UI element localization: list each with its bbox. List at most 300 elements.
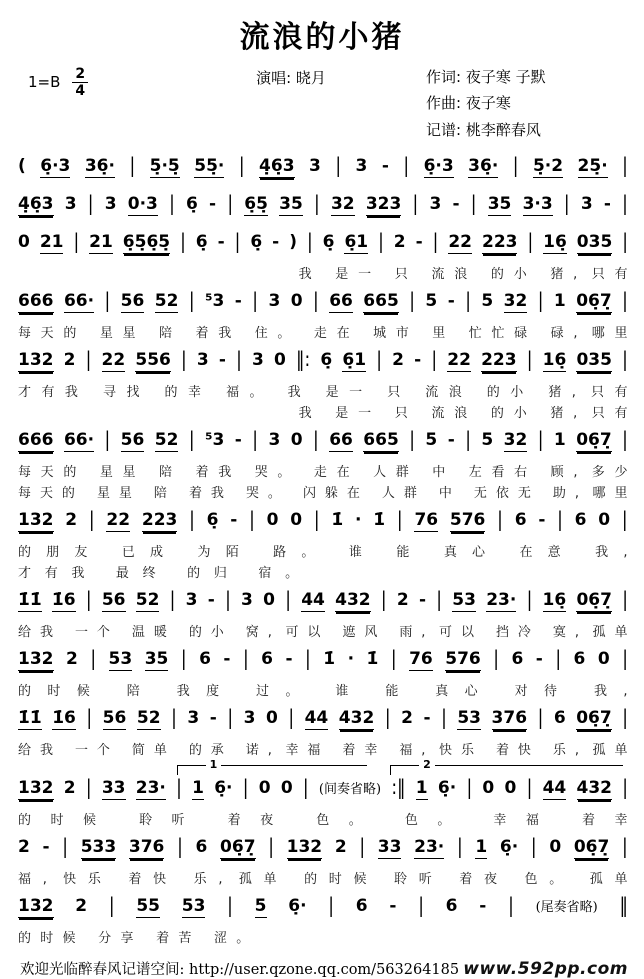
note-group: 6̣ — [186, 193, 198, 214]
lyric-row: 才有我 寻找 的幸 福。 我 是一 只 流浪 的小 猪, 只有 — [18, 384, 628, 400]
transcriber-credit: 记谱: 桃李醉春风 — [426, 120, 541, 139]
score-body — [14, 149, 630, 948]
note-group: 2 — [65, 509, 78, 530]
lyric-row: 我 是一 只 流浪 的小 猪, 只有 — [298, 266, 628, 282]
barline: | — [622, 347, 628, 372]
note-group: 6 — [511, 648, 524, 669]
note-group: 6 — [573, 648, 586, 669]
score-line-13 — [18, 891, 628, 948]
note-group: 1̇ — [373, 509, 386, 530]
lyricist-credit: 作词: 夜子寒 子默 — [426, 68, 546, 86]
composer-credit: 作曲: 夜子寒 — [426, 94, 511, 113]
note-group: 0 — [18, 231, 30, 252]
note-group: - — [538, 509, 546, 530]
music-notation-row — [18, 227, 628, 263]
note-group: 36̣· — [85, 157, 115, 179]
barline: | — [622, 288, 628, 313]
note-group: - — [447, 290, 455, 311]
barline: | — [227, 705, 234, 730]
time-signature — [72, 67, 88, 98]
barline: | — [537, 427, 544, 452]
note-group: 06̣7̣ — [576, 431, 612, 453]
music-notation-row — [18, 891, 628, 927]
score-line-4 — [18, 286, 628, 343]
note-group: 1 — [475, 838, 487, 860]
time-signature-numerator: 2 — [72, 67, 88, 83]
barline: | — [409, 288, 415, 313]
note-group: 76 — [409, 650, 433, 672]
note-group: 44 — [305, 709, 329, 731]
lyric-row-verse-2: 才有我 最终 的归 宿。 — [18, 565, 299, 581]
note-group: 44 — [543, 779, 567, 801]
barline: ‖: — [296, 347, 311, 372]
key-signature: 1=B — [28, 73, 61, 91]
barline: | — [441, 705, 447, 730]
note-group: 5 — [425, 290, 438, 311]
note-group: 6 — [514, 509, 527, 530]
barline: | — [622, 646, 628, 671]
note-group: 66· — [64, 431, 94, 453]
barline: | — [465, 427, 471, 452]
note-group: 32 — [504, 292, 528, 314]
note-group: 6̣ — [320, 349, 333, 370]
note-group: 3 — [355, 155, 368, 176]
note-group: - — [603, 193, 611, 214]
barline: | — [62, 834, 69, 859]
score-line-7 — [18, 505, 628, 583]
barline: | — [376, 347, 382, 372]
time-signature-denominator: 4 — [75, 83, 86, 99]
note-group: 32 — [331, 195, 355, 217]
barline: | — [622, 427, 628, 452]
barline: | — [313, 288, 319, 313]
note-group: 0 — [290, 290, 303, 311]
barline: | — [313, 427, 319, 452]
note-group: 666 — [18, 431, 54, 453]
note-group: 132 — [18, 650, 54, 672]
score-line-9 — [18, 644, 628, 701]
note-group: 23· — [486, 591, 516, 613]
note-group: 35 — [145, 650, 169, 672]
barline: | — [88, 507, 95, 532]
barline: | — [622, 191, 628, 216]
note-group: - — [415, 231, 423, 252]
note-group: 06̣7̣ — [576, 591, 612, 613]
note-group: ( — [18, 155, 26, 176]
music-notation-row — [18, 425, 628, 461]
barline: | — [180, 229, 186, 254]
note-group: 6̣ — [206, 509, 219, 530]
barline: | — [238, 153, 245, 178]
note-group: 4̣6̣3 — [18, 195, 54, 217]
note-group: 6 — [445, 895, 458, 916]
barline: | — [227, 893, 233, 918]
note-group: ⁵3 — [205, 429, 225, 450]
footer-site-link: www.592pp.com — [463, 958, 628, 979]
note-group: 23· — [414, 838, 444, 860]
note-group: 5 — [481, 290, 494, 311]
barline: | — [108, 893, 115, 918]
note-group: 6̣· — [437, 777, 457, 798]
barline: | — [466, 775, 473, 800]
note-group: 6 — [195, 836, 208, 857]
barline: | — [177, 834, 183, 859]
music-notation-row — [18, 151, 628, 187]
note-group: 2 — [75, 895, 88, 916]
note-group: 0 — [280, 777, 293, 798]
barline: | — [129, 153, 136, 178]
barline: | — [180, 646, 187, 671]
note-group: 06̣7̣ — [576, 292, 612, 314]
note-group: - — [418, 589, 427, 610]
barline: | — [285, 587, 291, 612]
note-group: 6̣1 — [344, 233, 368, 255]
note-group: 3 — [187, 707, 200, 728]
note-group: 1̇ — [331, 509, 344, 530]
note-group: 6 — [355, 895, 368, 916]
barline: | — [328, 893, 335, 918]
barline: | — [497, 507, 503, 532]
barline: | — [526, 347, 533, 372]
note-group: 0 — [598, 509, 611, 530]
barline: | — [431, 347, 438, 372]
note-group: 6̣1 — [342, 351, 366, 373]
note-group: 33 — [378, 838, 402, 860]
note-group: 2 — [401, 707, 413, 728]
lyric-row: 给我 一个 简单 的承 诺, 幸福 着幸 福, 快乐 着快 乐, 孤单 — [18, 742, 628, 758]
note-group: 665 — [363, 292, 399, 314]
barline: | — [390, 646, 397, 671]
music-notation-row — [18, 505, 628, 541]
barline: | — [456, 834, 463, 859]
barline: | — [436, 587, 443, 612]
music-notation-row — [18, 644, 628, 680]
note-group: 223 — [482, 233, 518, 255]
barline: | — [530, 834, 537, 859]
note-group: 22 — [106, 511, 130, 533]
note-group: 2 — [63, 777, 76, 798]
barline: :‖ — [391, 775, 406, 800]
note-group: 0 — [266, 509, 279, 530]
annotation-text: (间奏省略) — [318, 781, 382, 797]
note-group: 76 — [414, 511, 438, 533]
lyric-row: 给我 一个 温暖 的小 窝, 可以 遮风 雨, 可以 挡冷 寞, 孤单 — [18, 624, 628, 640]
note-group: 0 — [274, 349, 286, 370]
note-group: 6 — [199, 648, 211, 669]
note-group: 6̣5̣6̣5̣ — [123, 233, 170, 255]
barline: | — [622, 229, 628, 254]
note-group: 36̣· — [468, 157, 498, 179]
note-group: 55̣· — [194, 157, 224, 179]
barline: | — [537, 705, 544, 730]
note-group: 0 — [549, 836, 562, 857]
barline: | — [85, 775, 92, 800]
note-group: 23· — [136, 779, 166, 801]
note-group: - — [452, 193, 460, 214]
singer-credit: 演唱: 晓月 — [256, 69, 326, 87]
note-group: 132 — [18, 897, 54, 919]
note-group: - — [535, 648, 543, 669]
note-group: - — [217, 231, 225, 252]
barline: | — [418, 893, 424, 918]
note-group: 376 — [129, 838, 165, 860]
volta-label-2: 2 — [419, 758, 435, 771]
page-footer — [14, 950, 630, 979]
barline: | — [85, 347, 92, 372]
barline: | — [236, 347, 242, 372]
barline: | — [465, 288, 471, 313]
note-group: · — [347, 648, 355, 669]
music-notation-row — [18, 585, 628, 621]
barline: | — [621, 507, 628, 532]
barline: | — [313, 507, 320, 532]
note-group: 0 — [265, 707, 278, 728]
note-group: 223 — [142, 511, 178, 533]
note-group: 0 — [290, 429, 303, 450]
note-group: 6 — [553, 707, 566, 728]
note-group: 5̣·2 — [533, 157, 563, 179]
note-group: 2 — [334, 836, 347, 857]
barline: | — [493, 646, 499, 671]
score-line-2 — [18, 189, 628, 225]
note-group: 6̣· — [288, 895, 307, 916]
note-group: 44 — [301, 591, 325, 613]
note-group: - — [389, 895, 397, 916]
barline: | — [234, 229, 241, 254]
score-line-3 — [18, 227, 628, 284]
note-group: 5 — [425, 429, 438, 450]
barline: | — [104, 427, 111, 452]
barline: | — [526, 775, 533, 800]
note-group: 16̣ — [543, 351, 567, 373]
note-group: - — [272, 231, 280, 252]
barline: | — [359, 834, 366, 859]
note-group: 3·3 — [523, 195, 553, 217]
note-group: 3 — [185, 589, 198, 610]
note-group: 3 — [196, 349, 209, 370]
score-line-8 — [18, 585, 628, 642]
note-group: 21 — [89, 233, 113, 255]
note-group: 1̇1̇ — [18, 591, 42, 613]
note-group: 323 — [366, 195, 402, 217]
note-group: - — [447, 429, 455, 450]
note-group: 2 — [63, 349, 76, 370]
note-group: 22 — [447, 351, 471, 373]
barline: | — [512, 153, 519, 178]
barline: | — [85, 587, 92, 612]
note-group: - — [234, 429, 242, 450]
note-group: 66 — [329, 292, 353, 314]
barline: | — [104, 288, 111, 313]
lyric-row: 的时候 分享 着苦 涩。 — [18, 930, 250, 946]
note-group: 52 — [136, 591, 160, 613]
note-group: 53 — [452, 591, 476, 613]
note-group: 132 — [18, 351, 54, 373]
note-group: 132 — [287, 838, 323, 860]
score-line-1 — [18, 151, 628, 187]
barline: | — [188, 427, 195, 452]
note-group: 6̣ — [250, 231, 263, 252]
note-group: 1 — [192, 779, 204, 801]
barline: | — [169, 191, 175, 216]
footer-note: 欢迎光临醉春风记谱空间: http://user.qzone.qq.com/563264185 — [20, 961, 460, 978]
song-title: 流浪的小猪 — [239, 20, 405, 55]
barline: | — [622, 834, 628, 859]
barline: | — [90, 646, 97, 671]
note-group: 1 — [416, 779, 428, 801]
note-group: - — [223, 648, 231, 669]
music-notation-row — [18, 773, 628, 809]
note-group: 6 — [574, 509, 587, 530]
score-line-12 — [18, 832, 628, 889]
barline: | — [227, 191, 234, 216]
note-group: - — [209, 193, 217, 214]
note-group: 5̣·5̣ — [150, 157, 180, 179]
barline: | — [335, 153, 342, 178]
note-group: 3 — [268, 429, 281, 450]
note-group: 533 — [81, 838, 117, 860]
note-group: 223 — [481, 351, 517, 373]
note-group: 0 — [597, 648, 610, 669]
note-group: 53 — [182, 897, 206, 919]
volta-label-1: 1 — [206, 758, 222, 771]
barline: | — [252, 288, 259, 313]
barline: | — [73, 229, 80, 254]
note-group: 22 — [448, 233, 472, 255]
note-group: - — [209, 707, 217, 728]
barline: | — [288, 705, 295, 730]
note-group: 22 — [102, 351, 126, 373]
barline: | — [86, 705, 93, 730]
barline: | — [622, 153, 628, 178]
note-group: 0 — [504, 777, 517, 798]
barline: | — [526, 587, 533, 612]
note-group: 576 — [450, 511, 486, 533]
barline: | — [305, 646, 311, 671]
barline: | — [403, 153, 410, 178]
note-group: 0 — [482, 777, 495, 798]
music-notation-row — [18, 703, 628, 739]
score-line-5 — [18, 345, 628, 423]
note-group: 6̣·3 — [40, 157, 70, 179]
note-group: 56 — [121, 431, 145, 453]
note-group: 55 — [136, 897, 160, 919]
note-group: 35 — [279, 195, 303, 217]
note-group: - — [414, 349, 422, 370]
note-group: 6̣ — [322, 231, 335, 252]
note-group: 53 — [109, 650, 133, 672]
barline: | — [508, 893, 514, 918]
note-group: 6 — [261, 648, 273, 669]
note-group: 1̇6 — [52, 709, 76, 731]
note-group: 2 — [393, 231, 406, 252]
note-group: 1̇ — [366, 648, 379, 669]
note-group: ⁵3 — [205, 290, 225, 311]
barline: | — [176, 775, 182, 800]
note-group: 32 — [504, 431, 528, 453]
note-group: 0 — [263, 589, 275, 610]
lyric-row-verse-2: 我 是一 只 流浪 的小 猪, 只有 — [298, 405, 628, 421]
note-group: 0 — [290, 509, 303, 530]
annotation-text: (尾奏省略) — [535, 899, 598, 915]
note-group: 2 — [392, 349, 404, 370]
note-group: 06̣7̣ — [574, 838, 610, 860]
barline: | — [242, 646, 249, 671]
barline: | — [412, 191, 419, 216]
volta-bracket-1 — [177, 757, 367, 775]
note-group: 3 — [429, 193, 442, 214]
barline: | — [302, 775, 309, 800]
barline: ‖ — [619, 893, 628, 918]
note-group: 6̣5̣ — [244, 195, 268, 217]
key-time-signature — [28, 64, 156, 98]
lyric-row-verse-2: 每天的 星星 陪 着我 哭。 闪躲在 人群 中 无依无 助, 哪里 — [18, 485, 628, 501]
note-group: - — [285, 648, 293, 669]
barline: | — [378, 229, 384, 254]
barline: | — [384, 705, 391, 730]
note-group: 6̣· — [214, 777, 233, 798]
score-line-11 — [18, 757, 628, 830]
note-group: 1̇1̇ — [18, 709, 42, 731]
barline: | — [314, 191, 320, 216]
barline: | — [171, 705, 177, 730]
barline: | — [380, 587, 387, 612]
note-group: 33 — [102, 779, 126, 801]
lyric-row: 每天的 星星 陪 着我 住。 走在 城市 里 忙忙碌 碌, 哪里 — [18, 325, 628, 341]
note-group: - — [230, 509, 238, 530]
note-group: 5 — [481, 429, 494, 450]
note-group: 66 — [329, 431, 353, 453]
score-line-10 — [18, 703, 628, 760]
note-group: 6̣· — [499, 836, 519, 857]
barline: | — [306, 229, 313, 254]
note-group: 432 — [339, 709, 375, 731]
note-group: 2 — [18, 836, 30, 857]
barline: | — [87, 191, 94, 216]
note-group: 35 — [488, 195, 512, 217]
barline: | — [432, 229, 439, 254]
note-group: - — [42, 836, 50, 857]
note-group: 3 — [243, 707, 256, 728]
music-notation-row — [18, 286, 628, 322]
note-group: - — [381, 155, 389, 176]
music-notation-row — [18, 832, 628, 868]
note-group: - — [479, 895, 487, 916]
note-group: 665 — [363, 431, 399, 453]
lyric-row: 的时候 聆听 着夜 色。 色。 幸福 着幸 — [18, 812, 628, 828]
barline: | — [563, 191, 570, 216]
note-group: ) — [289, 231, 297, 252]
barline: | — [622, 775, 628, 800]
note-group: - — [218, 349, 226, 370]
barline: | — [242, 775, 249, 800]
note-group: 576 — [445, 650, 481, 672]
note-group: - — [423, 707, 431, 728]
note-group: 132 — [18, 779, 54, 801]
note-group: 3 — [64, 193, 77, 214]
note-group: 2 — [396, 589, 409, 610]
note-group: 432 — [577, 779, 613, 801]
barline: | — [409, 427, 415, 452]
barline: | — [555, 646, 562, 671]
barline: | — [188, 288, 195, 313]
barline: | — [181, 347, 187, 372]
note-group: 56 — [103, 709, 127, 731]
note-group: 1 — [553, 290, 566, 311]
barline: | — [252, 427, 259, 452]
barline: | — [268, 834, 274, 859]
note-group: 25̣· — [578, 157, 608, 179]
